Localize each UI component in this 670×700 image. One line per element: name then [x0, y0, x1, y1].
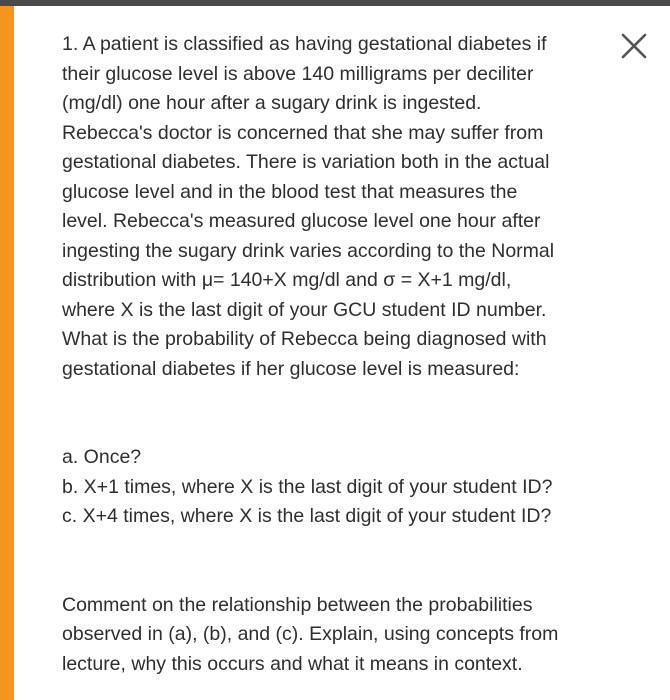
question-line: What is the probability of Rebecca being diagnosed with [62, 328, 547, 350]
question-line: level. Rebecca's measured glucose level one hour after [62, 210, 541, 232]
question-line: gestational diabetes. There is variation both in the actual [62, 151, 550, 173]
question-line: glucose level and in the blood test that measures the [62, 180, 518, 203]
question-line: where X is the last digit of your GCU student ID number. [62, 298, 547, 321]
question-text [62, 30, 622, 384]
comment-line: Comment on the relationship between the probabilities [62, 593, 533, 616]
question-line: (mg/dl) one hour after a sugary drink is ingested. [62, 92, 482, 114]
top-border [0, 0, 670, 6]
question-content [62, 30, 622, 679]
question-line: their glucose level is above 140 milligrams per deciliter [62, 62, 534, 85]
comment-line: lecture, why this occurs and what it means in context. [62, 652, 523, 675]
comment-line: observed in (a), (b), and (c). Explain, using concepts from [62, 623, 559, 645]
close-x-icon [618, 30, 650, 62]
question-line: Rebecca's doctor is concerned that she may suffer from [62, 121, 544, 144]
question-line: gestational diabetes if her glucose level is measured: [62, 357, 520, 380]
left-accent-bar [0, 6, 14, 700]
question-line: 1. A patient is classified as having gestational diabetes if [62, 33, 547, 55]
part-b: b. X+1 times, where X is the last digit of your student ID? [62, 475, 553, 498]
close-button[interactable] [618, 30, 650, 62]
part-c: c. X+4 times, where X is the last digit of your student ID? [62, 505, 552, 527]
comment-prompt [62, 591, 622, 680]
question-parts-list [62, 443, 622, 532]
question-line: distribution with μ= 140+X mg/dl and σ = X+1 mg/dl, [62, 269, 512, 291]
question-line: ingesting the sugary drink varies according to the Normal [62, 239, 555, 262]
part-a: a. Once? [62, 446, 142, 468]
